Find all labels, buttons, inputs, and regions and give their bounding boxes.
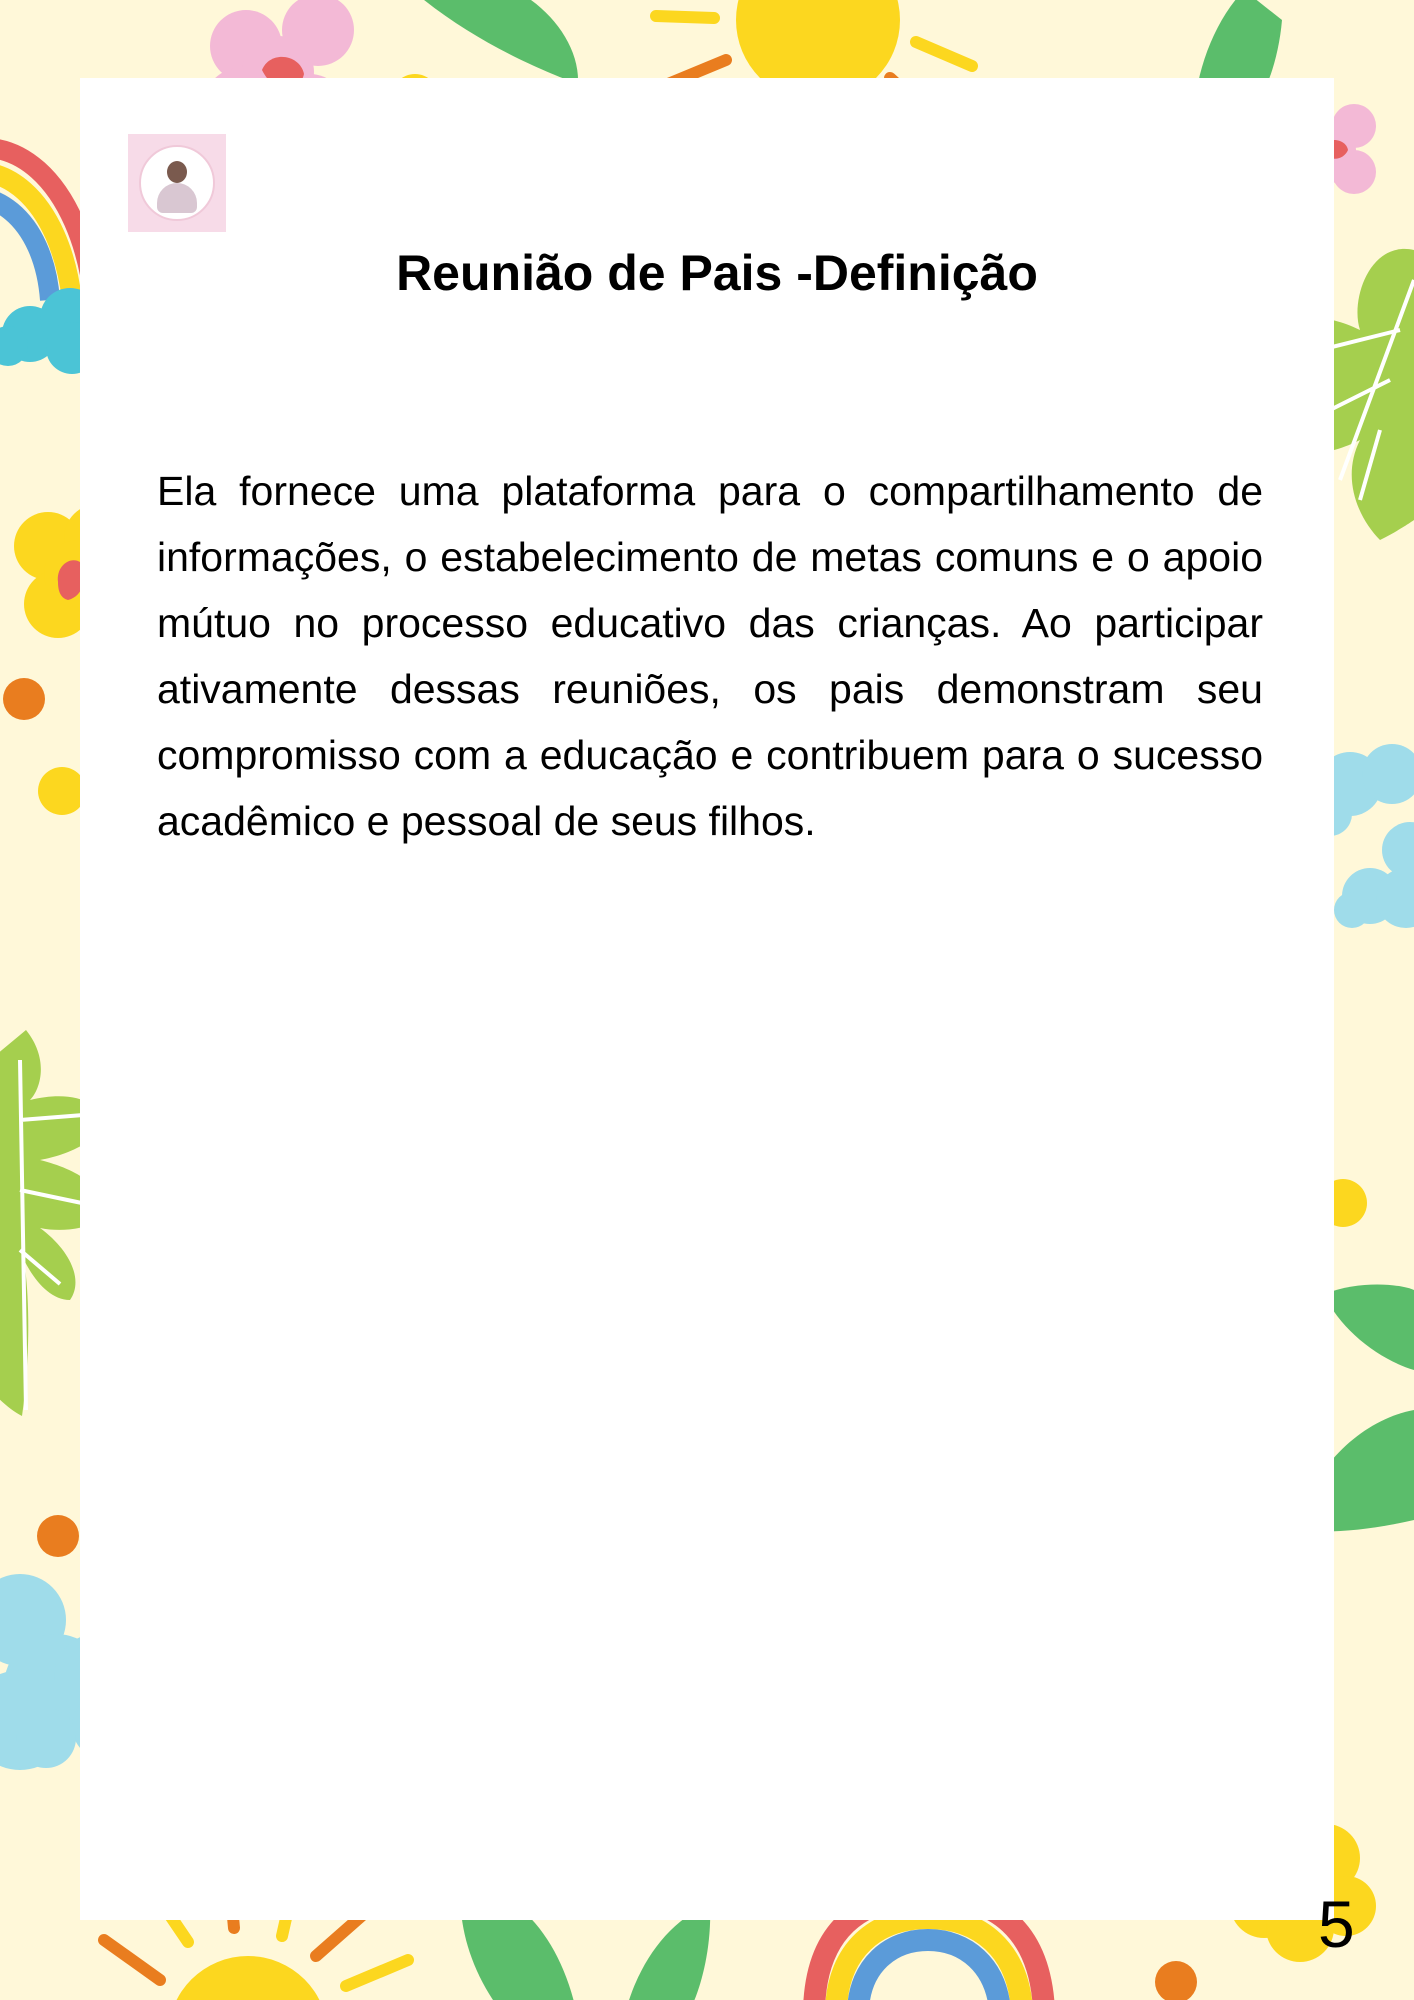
page-number: 5 <box>1318 1887 1355 1961</box>
page-title: Reunião de Pais -Definição <box>396 245 1038 301</box>
dot-icon <box>3 678 45 720</box>
body-paragraph: Ela fornece uma plataforma para o compartilhamento de informações, o estabelecimento de metas comuns e o apoio mútuo no processo educativo das crianças. Ao participar ativamente dessas reuniões, os pais demonstram seu compromisso com a educação e contribuem para o sucesso acadêmico e pessoal de seus filhos. <box>157 468 1263 844</box>
author-logo <box>128 134 226 232</box>
avatar-body <box>157 183 197 213</box>
leaf-icon <box>412 0 578 84</box>
author-avatar <box>139 145 215 221</box>
page-sheet <box>80 78 1334 1920</box>
dot-icon <box>1155 1961 1197 2000</box>
cloud-icon <box>1334 822 1414 928</box>
dot-icon <box>37 1515 79 1557</box>
avatar-head <box>167 161 187 183</box>
leaf-icon <box>1324 1285 1414 1371</box>
dot-icon <box>38 767 86 815</box>
